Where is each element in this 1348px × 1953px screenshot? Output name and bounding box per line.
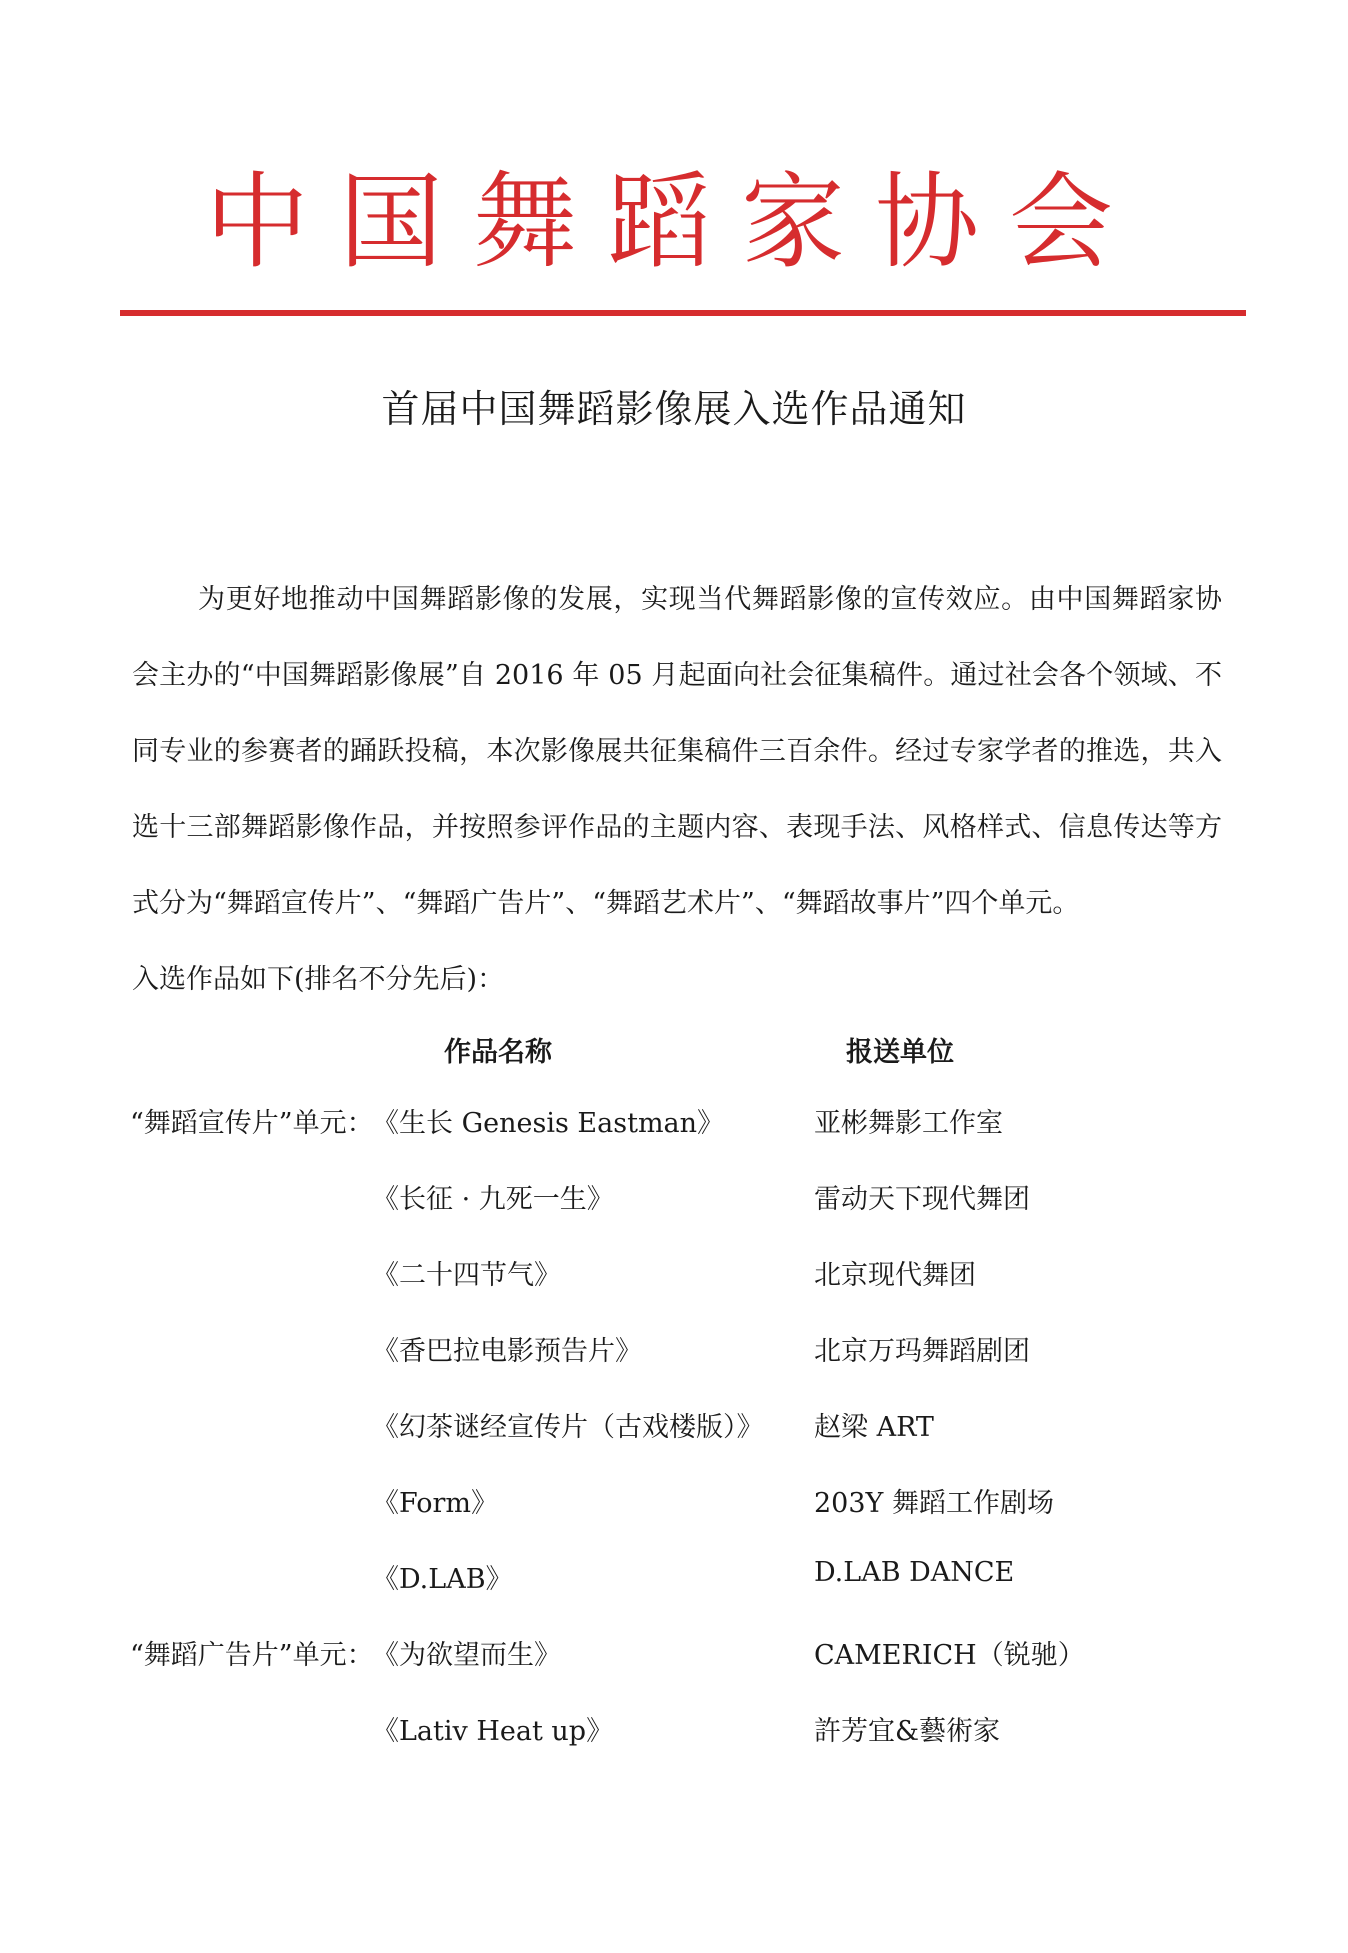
work-title: 《为欲望而生》 [372,1640,561,1671]
table-row [0,1177,1348,1217]
unit-label: “舞蹈广告片”单元： [130,1640,374,1671]
submitting-org: CAMERICH（锐驰） [814,1640,1085,1671]
column-header-org: 报送单位 [846,1037,954,1068]
submitting-org: D.LAB DANCE [814,1557,1015,1588]
table-row [0,1101,1348,1141]
work-title: 《D.LAB》 [372,1564,513,1595]
table-row [0,1481,1348,1521]
work-title: 《长征 · 九死一生》 [372,1184,614,1215]
table-row [0,1405,1348,1445]
unit-label: “舞蹈宣传片”单元： [130,1108,374,1139]
work-title: 《二十四节气》 [372,1260,561,1291]
letterhead-divider [120,310,1246,316]
submitting-org: 雷动天下现代舞团 [814,1184,1030,1215]
work-title: 《香巴拉电影预告片》 [372,1336,642,1367]
intro-paragraph: 为更好地推动中国舞蹈影像的发展，实现当代舞蹈影像的宣传效应。由中国舞蹈家协会主办的“中国舞蹈影像展”自 2016 年 05 月起面向社会征集稿件。通过社会各个领域、不同专业的参赛者的踊跃投稿，本次影像展共征集稿件三百余件。经过专家学者的推选，共入选十三部舞蹈影像作品，并按照参评作品的主题内容、表现手法、风格样式、信息传达等方式分为“舞蹈宣传片”、“舞蹈广告片”、“舞蹈艺术片”、“舞蹈故事片”四个单元。 [132,584,1222,919]
org-letterhead-title: 中国舞蹈家协会 [204,161,1143,283]
table-row [0,1253,1348,1293]
work-title: 《Lativ Heat up》 [372,1716,614,1747]
submitting-org: 亚彬舞影工作室 [814,1108,1003,1139]
submitting-org: 許芳宜&藝術家 [814,1716,1001,1747]
column-header-work: 作品名称 [444,1037,552,1068]
submitting-org: 北京现代舞团 [814,1260,976,1291]
notice-body [132,562,1222,1018]
submitting-org: 203Y 舞蹈工作剧场 [814,1488,1054,1519]
table-row [0,1557,1348,1597]
table-row [0,1633,1348,1673]
work-title: 《Form》 [372,1488,499,1519]
work-title: 《幻茶谜经宣传片（古戏楼版）》 [372,1412,764,1443]
list-intro: 入选作品如下(排名不分先后)： [132,964,505,995]
submitting-org: 北京万玛舞蹈剧团 [814,1336,1030,1367]
table-row [0,1329,1348,1369]
work-title: 《生长 Genesis Eastman》 [372,1108,725,1139]
notice-title: 首届中国舞蹈影像展入选作品通知 [381,387,967,431]
submitting-org: 赵梁 ART [814,1412,934,1443]
table-row [0,1709,1348,1749]
